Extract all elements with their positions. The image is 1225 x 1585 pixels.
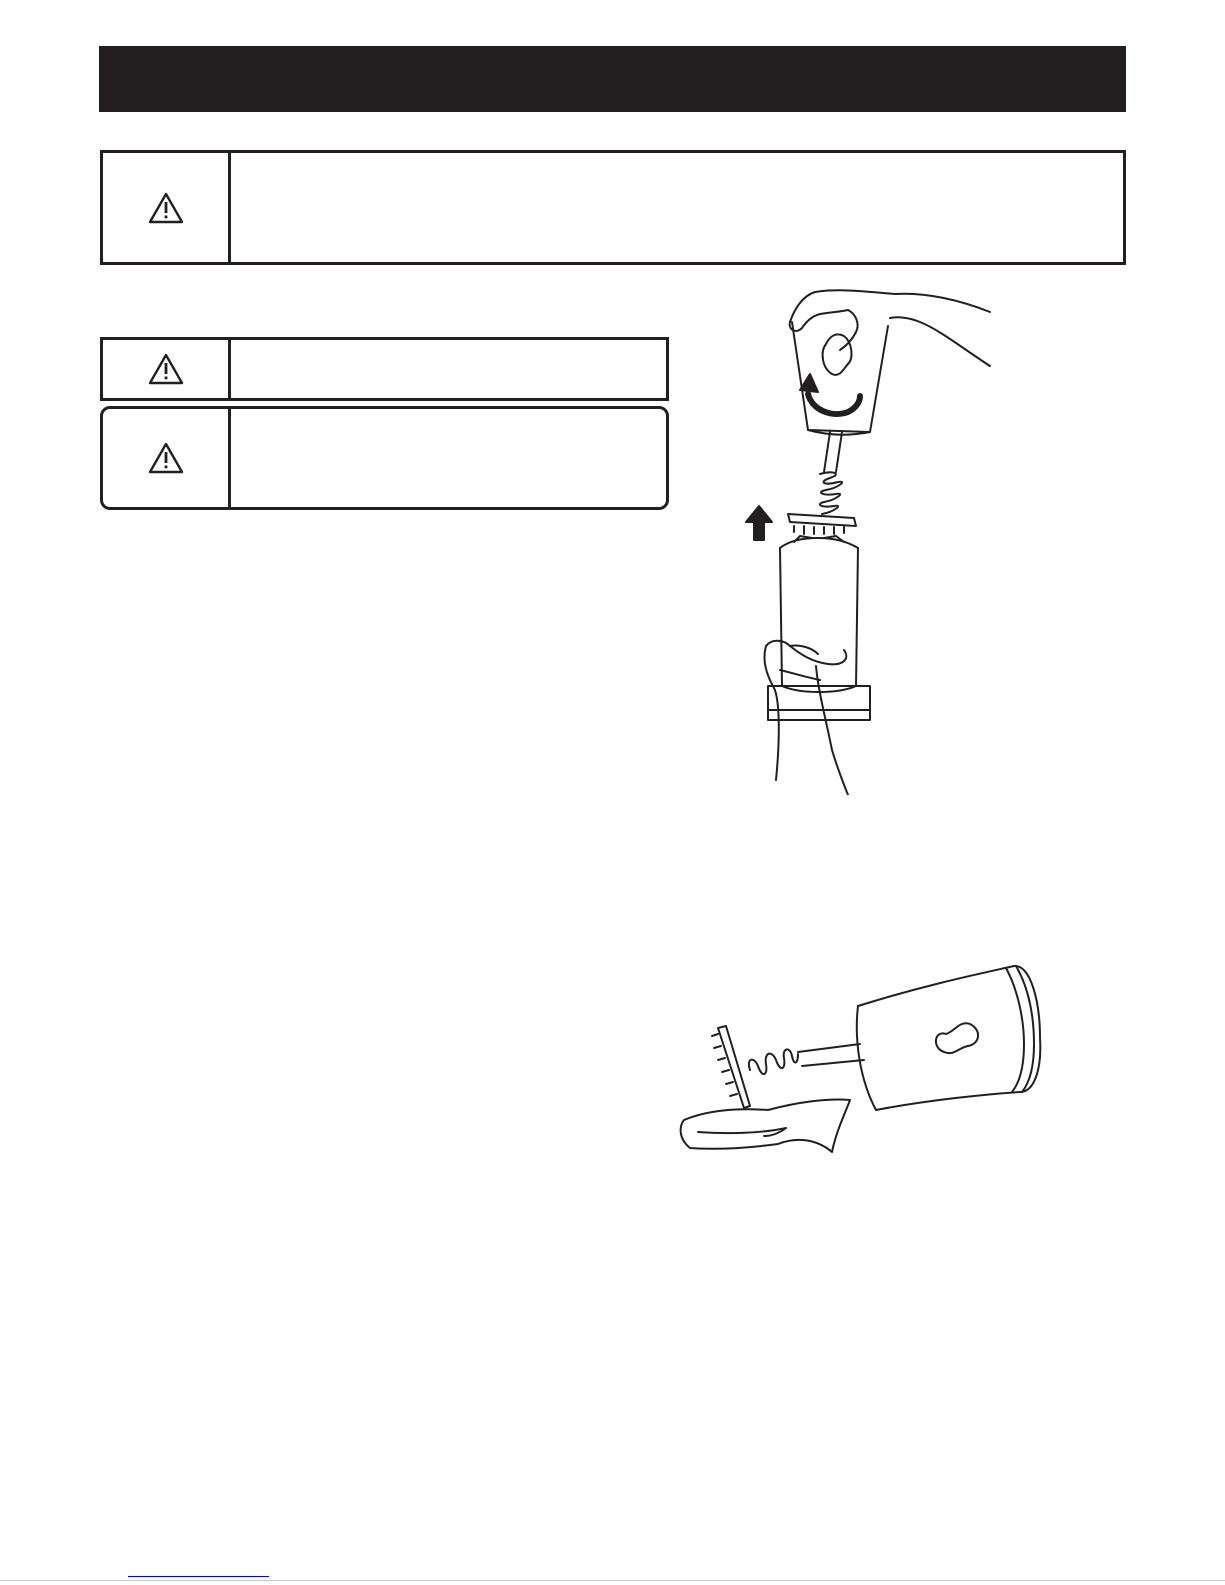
section-header-bar (99, 46, 1126, 112)
warning-icon-cell (103, 340, 231, 398)
warning-icon-cell (103, 409, 231, 507)
warning-text (231, 153, 1123, 262)
caution-box (100, 406, 669, 510)
unscrew-plunger-illustration (720, 270, 1020, 795)
warning-triangle-icon (148, 442, 184, 474)
plunger-on-cloth-illustration (668, 960, 1058, 1175)
footer-rule (0, 1580, 1225, 1581)
caution-text (231, 409, 666, 507)
warning-triangle-icon (148, 353, 184, 385)
warning-text (231, 340, 666, 398)
warning-icon-cell (103, 153, 231, 262)
footer-link-underline[interactable] (128, 1576, 269, 1577)
warning-box (100, 150, 1126, 265)
warning-triangle-icon (148, 192, 184, 224)
warning-box (100, 337, 669, 401)
